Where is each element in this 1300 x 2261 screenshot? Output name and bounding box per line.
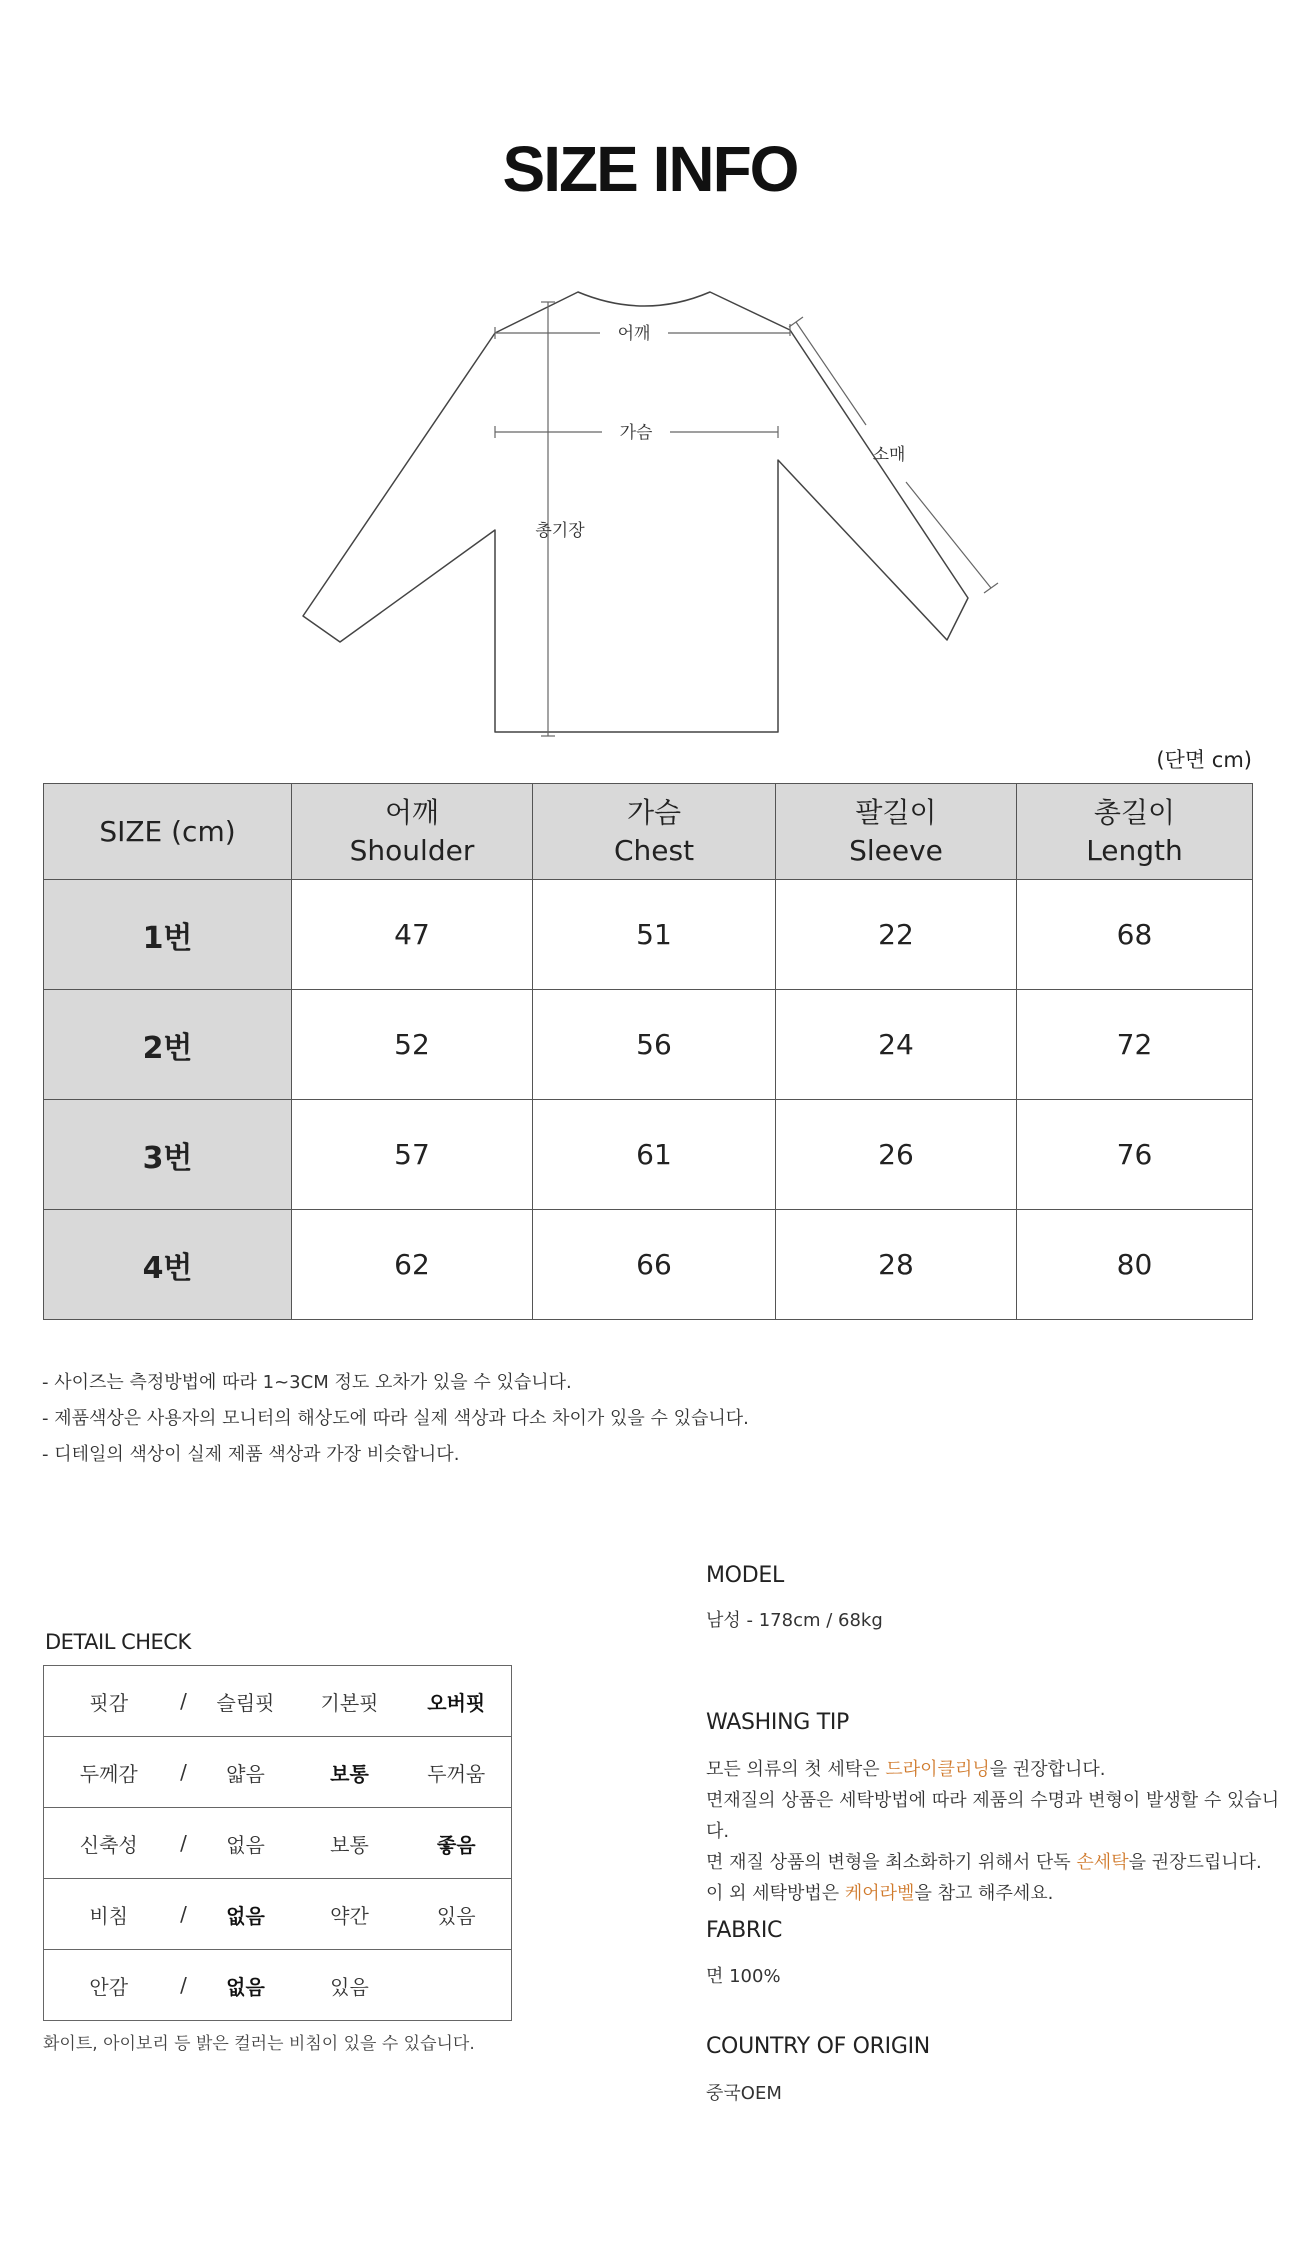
size-notes bbox=[42, 1368, 749, 1476]
text-span: 이 외 세탁방법은 bbox=[706, 1883, 845, 1904]
table-cell: 62 bbox=[292, 1210, 533, 1320]
sleeve-label: 소매 bbox=[872, 445, 906, 465]
detail-separator: / bbox=[174, 1879, 194, 1950]
table-cell: 24 bbox=[776, 990, 1017, 1100]
chest-label: 가슴 bbox=[619, 423, 653, 443]
highlight-text: 손세탁 bbox=[1076, 1852, 1129, 1873]
detail-label: 신축성 bbox=[44, 1808, 174, 1879]
detail-separator: / bbox=[174, 1737, 194, 1808]
detail-row bbox=[44, 1737, 512, 1808]
text-span: 을 참고 해주세요. bbox=[914, 1883, 1054, 1904]
row-label: 3번 bbox=[44, 1100, 292, 1210]
model-heading: MODEL bbox=[706, 1563, 784, 1588]
text-span: 모든 의류의 첫 세탁은 bbox=[706, 1759, 886, 1780]
size-table-header bbox=[44, 784, 1253, 880]
detail-option: 보통 bbox=[298, 1737, 402, 1808]
detail-option: 좋음 bbox=[402, 1808, 512, 1879]
table-cell: 76 bbox=[1017, 1100, 1253, 1210]
detail-option: 없음 bbox=[194, 1879, 298, 1950]
text-span: 을 권장합니다. bbox=[989, 1759, 1106, 1780]
length-label: 총기장 bbox=[535, 521, 585, 541]
detail-option bbox=[402, 1950, 512, 2021]
table-row bbox=[44, 1210, 1253, 1320]
detail-row bbox=[44, 1808, 512, 1879]
origin-text: 중국OEM bbox=[706, 2083, 782, 2104]
table-cell: 28 bbox=[776, 1210, 1017, 1320]
detail-separator: / bbox=[174, 1950, 194, 2021]
detail-check-title: DETAIL CHECK bbox=[45, 1630, 191, 1654]
washing-heading: WASHING TIP bbox=[706, 1710, 849, 1735]
model-text: 남성 - 178cm / 68kg bbox=[706, 1610, 883, 1631]
detail-label: 비침 bbox=[44, 1879, 174, 1950]
detail-option: 두꺼움 bbox=[402, 1737, 512, 1808]
col-en-label: Chest bbox=[613, 833, 695, 867]
detail-label: 두께감 bbox=[44, 1737, 174, 1808]
col-ko-label: 총길이 bbox=[1093, 795, 1176, 829]
table-row bbox=[44, 1100, 1253, 1210]
table-cell: 61 bbox=[533, 1100, 776, 1210]
col-en-label: Shoulder bbox=[349, 833, 475, 867]
table-cell: 80 bbox=[1017, 1210, 1253, 1320]
note-line: - 제품색상은 사용자의 모니터의 해상도에 따라 실제 색상과 다소 차이가 있을 수 있습니다. bbox=[42, 1408, 749, 1429]
table-cell: 57 bbox=[292, 1100, 533, 1210]
table-row bbox=[44, 880, 1253, 990]
detail-row bbox=[44, 1879, 512, 1950]
text-span: 을 권장드립니다. bbox=[1128, 1852, 1262, 1873]
size-table-corner: SIZE (cm) bbox=[44, 784, 292, 880]
col-header-length bbox=[1017, 784, 1253, 880]
fabric-heading: FABRIC bbox=[706, 1918, 783, 1943]
detail-option: 없음 bbox=[194, 1808, 298, 1879]
washing-text bbox=[706, 1754, 1300, 1909]
sweater-outline-icon bbox=[303, 292, 968, 732]
detail-option: 약간 bbox=[298, 1879, 402, 1950]
washing-line bbox=[706, 1847, 1300, 1878]
detail-row bbox=[44, 1950, 512, 2021]
detail-option: 보통 bbox=[298, 1808, 402, 1879]
detail-row bbox=[44, 1666, 512, 1737]
detail-separator: / bbox=[174, 1808, 194, 1879]
table-cell: 22 bbox=[776, 880, 1017, 990]
table-cell: 52 bbox=[292, 990, 533, 1100]
detail-option: 있음 bbox=[298, 1950, 402, 2021]
garment-diagram bbox=[0, 270, 1300, 750]
table-cell: 47 bbox=[292, 880, 533, 990]
detail-option: 있음 bbox=[402, 1879, 512, 1950]
fabric-text: 면 100% bbox=[706, 1966, 781, 1987]
table-row bbox=[44, 990, 1253, 1100]
detail-label: 핏감 bbox=[44, 1666, 174, 1737]
detail-option: 없음 bbox=[194, 1950, 298, 2021]
detail-check-table bbox=[43, 1665, 512, 2021]
detail-option: 얇음 bbox=[194, 1737, 298, 1808]
col-header-shoulder bbox=[292, 784, 533, 880]
col-ko-label: 가슴 bbox=[626, 795, 682, 829]
col-ko-label: 팔길이 bbox=[855, 795, 937, 829]
highlight-text: 케어라벨 bbox=[844, 1883, 915, 1904]
table-cell: 68 bbox=[1017, 880, 1253, 990]
text-span: 면 재질 상품의 변형을 최소화하기 위해서 단독 bbox=[706, 1852, 1077, 1873]
row-label: 2번 bbox=[44, 990, 292, 1100]
detail-option: 오버핏 bbox=[402, 1666, 512, 1737]
col-ko-label: 어깨 bbox=[384, 795, 440, 829]
col-header-sleeve bbox=[776, 784, 1017, 880]
col-header-chest bbox=[533, 784, 776, 880]
washing-line: 면재질의 상품은 세탁방법에 따라 제품의 수명과 변형이 발생할 수 있습니다. bbox=[706, 1790, 1280, 1842]
detail-note: 화이트, 아이보리 등 밝은 컬러는 비침이 있을 수 있습니다. bbox=[43, 2034, 475, 2054]
page-title: SIZE INFO bbox=[502, 133, 798, 205]
washing-line bbox=[706, 1754, 1300, 1785]
detail-label: 안감 bbox=[44, 1950, 174, 2021]
note-line: - 사이즈는 측정방법에 따라 1~3CM 정도 오차가 있을 수 있습니다. bbox=[42, 1372, 572, 1393]
unit-note: (단면 cm) bbox=[1156, 748, 1252, 772]
col-en-label: Length bbox=[1086, 833, 1183, 867]
row-label: 1번 bbox=[44, 880, 292, 990]
size-table bbox=[43, 783, 1253, 1320]
row-label: 4번 bbox=[44, 1210, 292, 1320]
note-line: - 디테일의 색상이 실제 제품 색상과 가장 비슷합니다. bbox=[42, 1444, 460, 1465]
shoulder-label: 어깨 bbox=[617, 324, 651, 344]
highlight-text: 드라이클리닝 bbox=[885, 1759, 990, 1780]
col-en-label: Sleeve bbox=[849, 833, 943, 867]
table-cell: 72 bbox=[1017, 990, 1253, 1100]
table-cell: 66 bbox=[533, 1210, 776, 1320]
detail-option: 기본핏 bbox=[298, 1666, 402, 1737]
detail-separator: / bbox=[174, 1666, 194, 1737]
detail-option: 슬림핏 bbox=[194, 1666, 298, 1737]
table-cell: 51 bbox=[533, 880, 776, 990]
origin-heading: COUNTRY OF ORIGIN bbox=[706, 2034, 930, 2059]
table-cell: 56 bbox=[533, 990, 776, 1100]
washing-line bbox=[706, 1878, 1300, 1909]
table-cell: 26 bbox=[776, 1100, 1017, 1210]
